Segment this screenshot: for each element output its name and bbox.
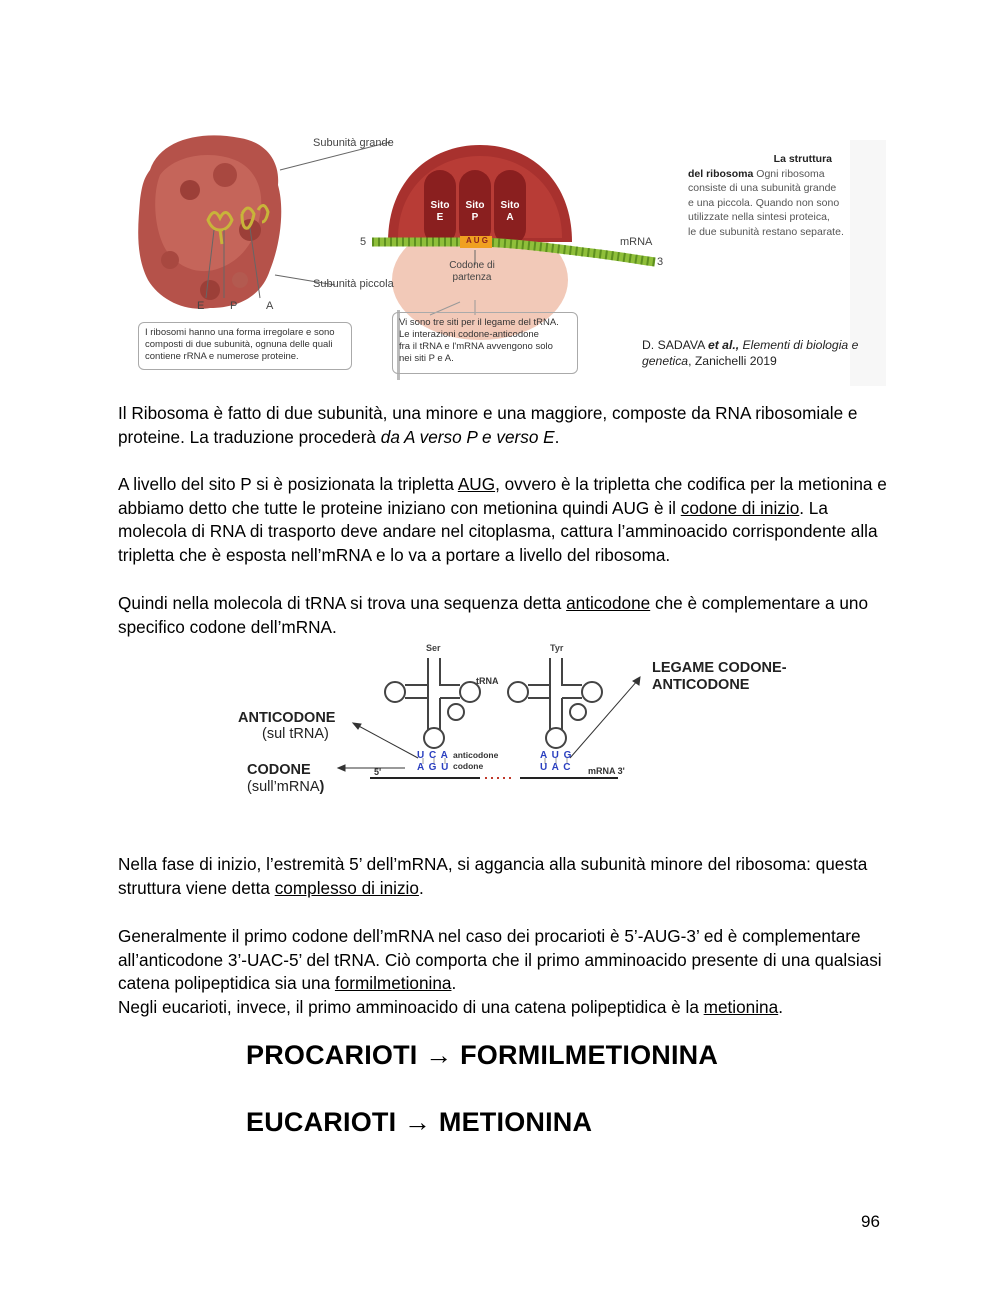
anticodon-right: A U G — [540, 750, 573, 761]
three-prime-label: 3 — [657, 256, 664, 268]
trna-figure — [230, 640, 810, 800]
legame-codone-anticodone-label: LEGAME CODONE- ANTICODONE — [652, 660, 787, 693]
page-number: 96 — [861, 1212, 880, 1231]
site-p-label: Sito P — [465, 200, 485, 223]
paragraph-eukaryotes: Negli eucarioti, invece, il primo amminoacido di una catena polipeptidica è la metionina. — [118, 997, 783, 1017]
site-a-label: Sito A — [500, 200, 520, 223]
figure-caption: La struttura del ribosoma Ogni ribosoma consiste di una subunità grande e una piccola. Quando non sono utilizzate nella sintesi proteica, le due subunità restano separate. — [688, 153, 844, 238]
start-codon-label: Codone di partenza — [449, 260, 495, 283]
codone-label: CODONE — [247, 762, 311, 778]
trna-label: tRNA — [476, 676, 499, 686]
label-subunit-large: Subunità grande — [313, 137, 394, 149]
label-e: E — [197, 300, 205, 312]
sull-mrna-label: (sull’mRNA) — [247, 779, 325, 795]
anticodone-label: ANTICODONE — [238, 710, 336, 726]
small-codone-label: codone — [453, 761, 484, 771]
figure-credit: D. SADAVA et al., Elementi di biologia e genetica, Zanichelli 2019 — [642, 338, 859, 368]
summary-eukaryotes: EUCARIOTI → METIONINA — [246, 1107, 593, 1137]
callout-box-left: I ribosomi hanno una forma irregolare e sono composti di due subunità, ognuna delle quali contiene rRNA e numerose proteine. — [138, 322, 352, 370]
site-e-label: Sito E — [430, 200, 450, 223]
five-prime-label: 5 — [360, 236, 367, 248]
codon-right: U A C — [540, 762, 572, 773]
amino-acid-tyr: Tyr — [550, 643, 564, 653]
paragraph-prokaryotes: Generalmente il primo codone dell’mRNA nel caso dei procarioti è 5’-AUG-3’ ed è complementare all’anticodone 3’-UAC-5’ del tRNA. Ciò comporta che il primo amminoacido presente di una qualsiasi catena polipeptidica sia una formilmetionina. — [118, 926, 882, 993]
mrna-three-prime: mRNA 3' — [588, 766, 625, 776]
anticodon-left: U C A — [417, 750, 449, 761]
codon-left: A G U — [417, 762, 450, 773]
sul-trna-label: (sul tRNA) — [262, 726, 329, 742]
callout-box-middle: Vi sono tre siti per il legame del tRNA. Le interazioni codone-anticodone fra il tRNA e l'mRNA avvengono solo nei siti P e A. — [392, 312, 578, 374]
amino-acid-ser: Ser — [426, 643, 441, 653]
label-subunit-small: Subunità piccola — [313, 278, 394, 290]
small-anticodone-label: anticodone — [453, 750, 499, 760]
codon-sequence: A U G — [466, 236, 488, 245]
five-prime-mrna: 5' — [374, 767, 382, 777]
label-a: A — [266, 300, 274, 312]
paragraph-start-complex: Nella fase di inizio, l’estremità 5’ dell’mRNA, si aggancia alla subunità minore del ribosoma: questa struttura viene detta complesso di inizio. — [118, 854, 868, 898]
paragraph-site-p: A livello del sito P si è posizionata la tripletta AUG, ovvero è la tripletta che codifica per la metionina e abbiamo detto che tutte le proteine iniziano con metionina quindi AUG è il codone di inizio. La molecola di RNA di trasporto deve andare nel citoplasma, cattura l’amminoacido corrispondente alla tripletta che è esposta nell’mRNA e lo va a portare a livello del ribosoma. — [118, 474, 887, 565]
summary-prokaryotes: PROCARIOTI → FORMILMETIONINA — [246, 1040, 719, 1070]
paragraph-anticodon: Quindi nella molecola di tRNA si trova una sequenza detta anticodone che è complementare a uno specifico codone dell’mRNA. — [118, 593, 869, 637]
ribosome-figure — [130, 130, 886, 386]
paragraph-ribosome: Il Ribosoma è fatto di due subunità, una minore e una maggiore, composte da RNA ribosomiale e proteine. La traduzione procederà da A verso P e verso E. — [118, 403, 858, 447]
label-p: P — [230, 300, 238, 312]
mrna-label: mRNA — [620, 236, 653, 248]
